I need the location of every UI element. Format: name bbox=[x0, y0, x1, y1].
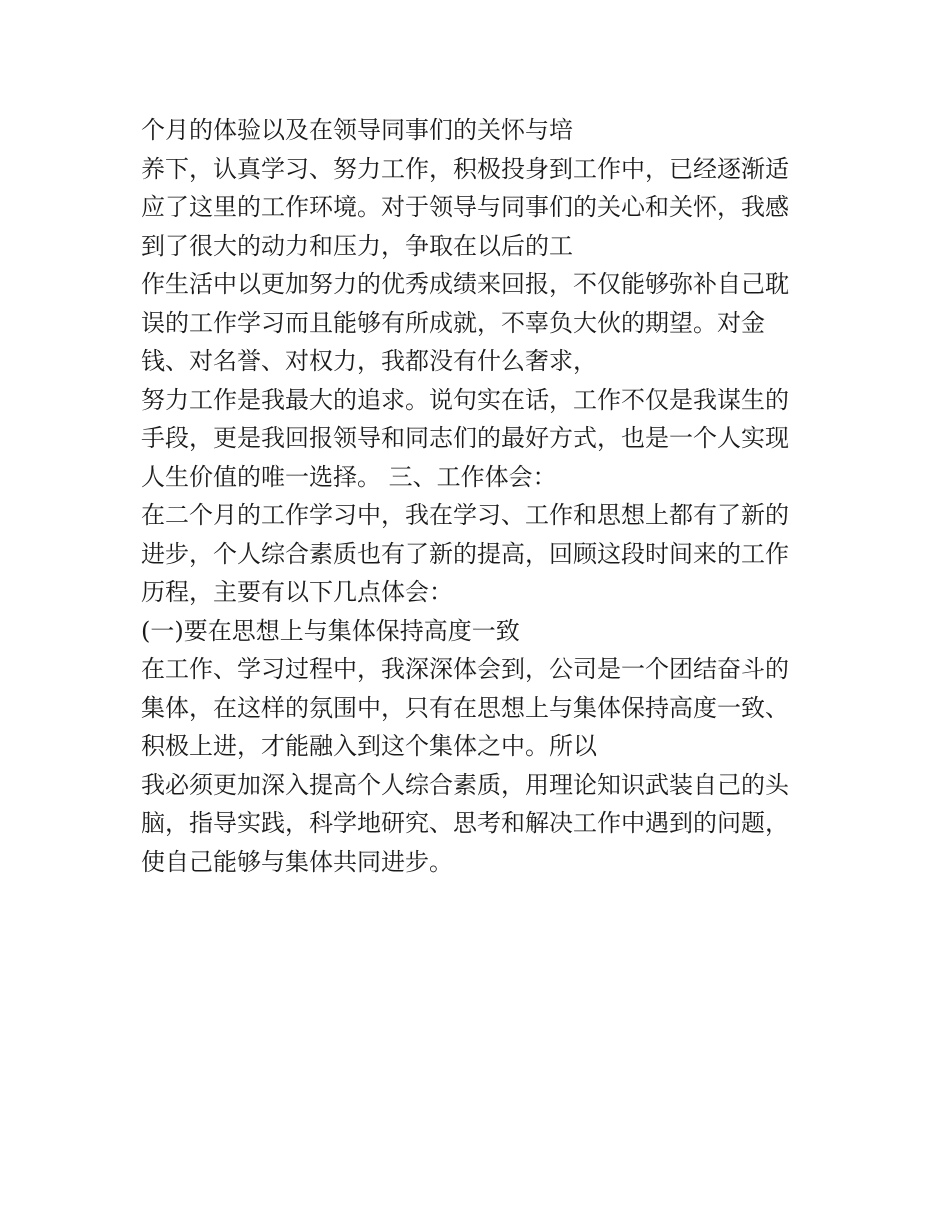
text-line: 个月的体验以及在领导同事们的关怀与培 bbox=[141, 116, 573, 144]
text-line: 应了这里的工作环境。对于领导与同事们的关心和关怀，我感 bbox=[141, 193, 789, 221]
text-line: 到了很大的动力和压力，争取在以后的工 bbox=[141, 231, 573, 260]
text-line: 进步，个人综合素质也有了新的提高，回顾这段时间来的工作 bbox=[141, 539, 789, 568]
text-line: 集体，在这样的氛围中，只有在思想上与集体保持高度一致、 bbox=[141, 693, 789, 722]
text-line: 脑，指导实践，科学地研究、思考和解决工作中遇到的问题， bbox=[141, 809, 789, 837]
section-heading: (一)要在思想上与集体保持高度一致 bbox=[141, 616, 520, 645]
text-line: 在工作、学习过程中，我深深体会到，公司是一个团结奋斗的 bbox=[141, 655, 789, 683]
text-line: 我必须更加深入提高个人综合素质，用理论知识武装自己的头 bbox=[141, 770, 789, 799]
text-line: 钱、对名誉、对权力，我都没有什么奢求， bbox=[141, 347, 597, 375]
text-line: 历程，主要有以下几点体会： bbox=[141, 578, 453, 606]
text-line: 使自己能够与集体共同进步。 bbox=[141, 847, 453, 876]
text-line: 手段，更是我回报领导和同志们的最好方式，也是一个人实现 bbox=[141, 424, 789, 452]
text-line: 努力工作是我最大的追求。说句实在话，工作不仅是我谋生的 bbox=[141, 385, 789, 414]
text-line: 养下，认真学习、努力工作，积极投身到工作中，已经逐渐适 bbox=[141, 154, 789, 183]
text-line: 误的工作学习而且能够有所成就，不辜负大伙的期望。对金 bbox=[141, 308, 765, 337]
text-line: 积极上进，才能融入到这个集体之中。所以 bbox=[141, 732, 597, 760]
text-line: 人生价值的唯一选择。 三、工作体会： bbox=[141, 462, 557, 491]
text-line: 作生活中以更加努力的优秀成绩来回报，不仅能够弥补自己耽 bbox=[141, 270, 789, 298]
text-line: 在二个月的工作学习中，我在学习、工作和思想上都有了新的 bbox=[141, 501, 789, 529]
document-body bbox=[141, 111, 821, 881]
